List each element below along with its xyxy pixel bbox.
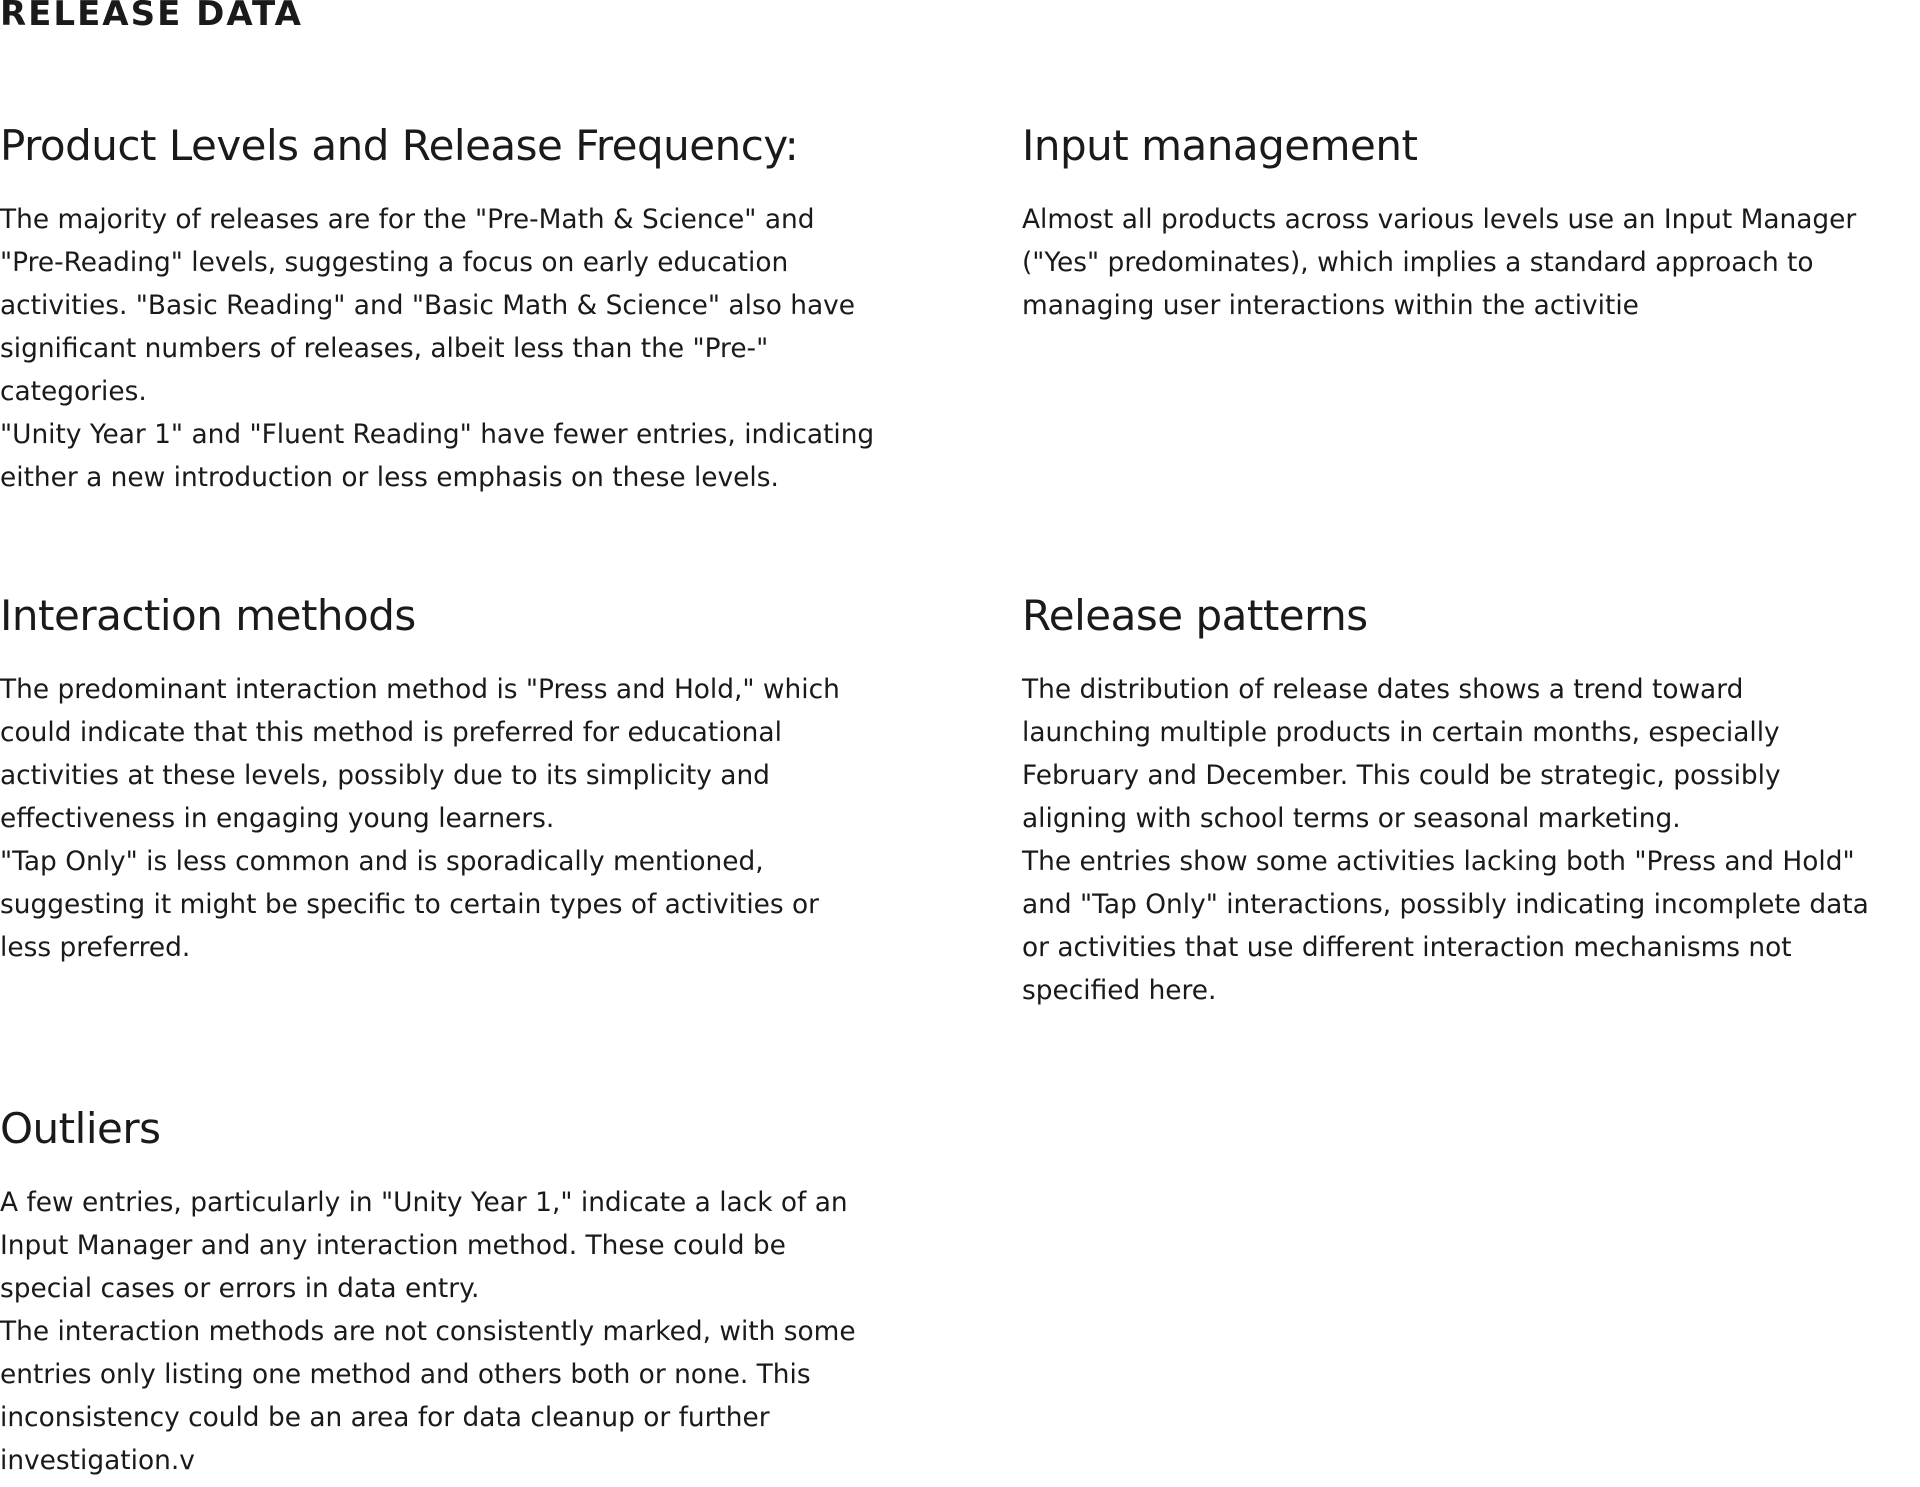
body-line: managing user interactions within the activitie — [1022, 290, 1639, 321]
body-line: activities at these levels, possibly due to its simplicity and — [0, 760, 770, 791]
section-title: Release patterns — [1022, 591, 1368, 640]
body-line: Almost all products across various levels use an Input Manager — [1022, 204, 1857, 235]
body-line: inconsistency could be an area for data cleanup or further — [0, 1402, 770, 1433]
body-line: special cases or errors in data entry. — [0, 1273, 480, 1304]
body-line: suggesting it might be specific to certain types of activities or — [0, 889, 820, 920]
body-line: "Tap Only" is less common and is sporadically mentioned, — [0, 846, 764, 877]
body-line: ("Yes" predominates), which implies a standard approach to — [1022, 247, 1814, 278]
body-line: significant numbers of releases, albeit less than the "Pre-" — [0, 333, 769, 364]
body-line: and "Tap Only" interactions, possibly indicating incomplete data — [1022, 889, 1869, 920]
body-line: could indicate that this method is preferred for educational — [0, 717, 782, 748]
body-line: The interaction methods are not consistently marked, with some — [0, 1316, 856, 1347]
section-product-levels — [0, 120, 1000, 499]
body-line: effectiveness in engaging young learners. — [0, 803, 555, 834]
section-body — [0, 668, 1000, 969]
body-line: categories. — [0, 376, 147, 407]
body-line: entries only listing one method and others both or none. This — [0, 1359, 811, 1390]
body-line: The majority of releases are for the "Pre-Math & Science" and — [0, 204, 815, 235]
section-title: Input management — [1022, 121, 1418, 170]
page-label: RELEASE DATA — [0, 0, 303, 34]
section-body — [1022, 668, 1920, 1012]
section-interaction-methods — [0, 590, 1000, 969]
body-line: "Unity Year 1" and "Fluent Reading" have fewer entries, indicating — [0, 419, 875, 450]
body-line: The entries show some activities lacking both "Press and Hold" — [1022, 846, 1855, 877]
body-line: or activities that use different interaction mechanisms not — [1022, 932, 1792, 963]
section-title: Interaction methods — [0, 591, 416, 640]
body-line: The predominant interaction method is "Press and Hold," which — [0, 674, 840, 705]
body-line: A few entries, particularly in "Unity Year 1," indicate a lack of an — [0, 1187, 848, 1218]
section-body — [0, 1181, 1000, 1482]
body-line: investigation.v — [0, 1445, 195, 1476]
body-line: aligning with school terms or seasonal marketing. — [1022, 803, 1681, 834]
body-line: less preferred. — [0, 932, 191, 963]
body-line: Input Manager and any interaction method. These could be — [0, 1230, 786, 1261]
section-release-patterns — [1022, 590, 1920, 1012]
section-outliers — [0, 1103, 1000, 1482]
section-body — [1022, 198, 1920, 327]
body-line: specified here. — [1022, 975, 1217, 1006]
body-line: The distribution of release dates shows a trend toward — [1022, 674, 1744, 705]
section-body — [0, 198, 1000, 499]
body-line: activities. "Basic Reading" and "Basic Math & Science" also have — [0, 290, 855, 321]
body-line: launching multiple products in certain months, especially — [1022, 717, 1780, 748]
body-line: "Pre-Reading" levels, suggesting a focus on early education — [0, 247, 789, 278]
body-line: either a new introduction or less emphasis on these levels. — [0, 462, 779, 493]
body-line: February and December. This could be strategic, possibly — [1022, 760, 1781, 791]
section-title: Outliers — [0, 1104, 161, 1153]
section-title: Product Levels and Release Frequency: — [0, 121, 799, 170]
section-input-management — [1022, 120, 1920, 327]
